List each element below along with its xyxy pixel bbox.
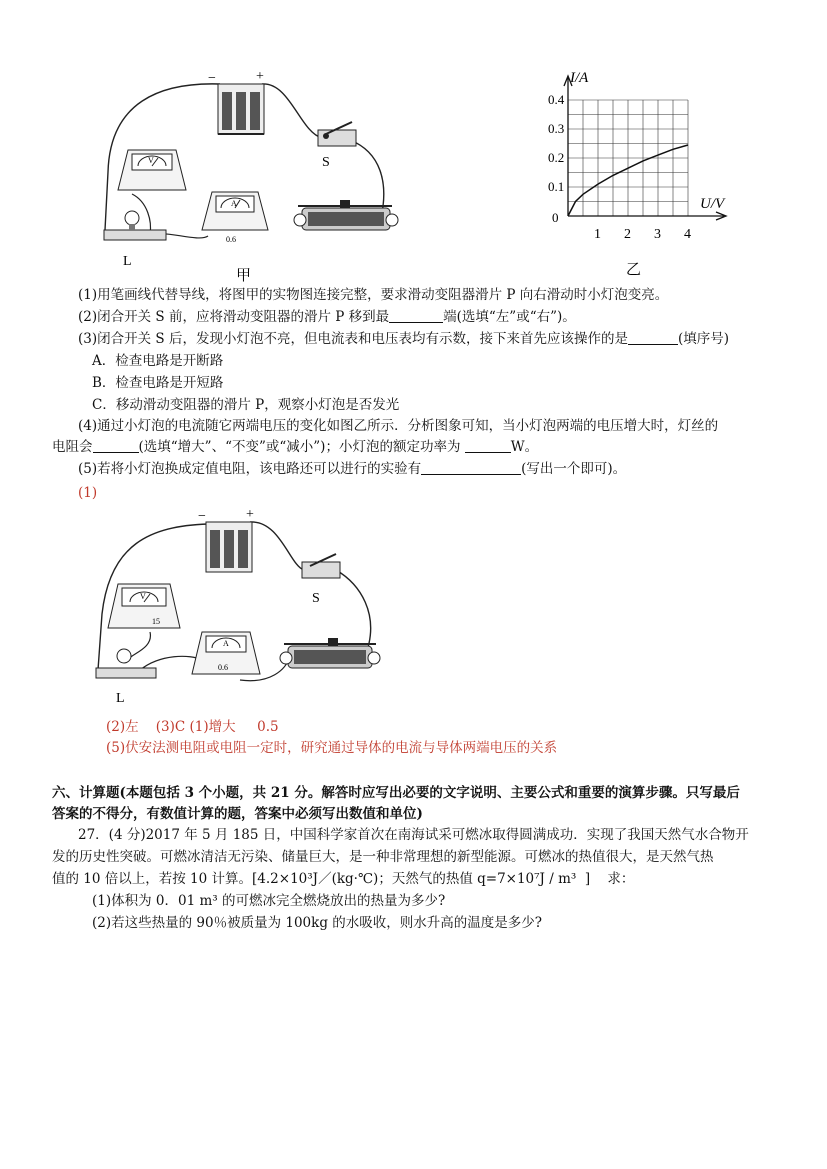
y-axis-label: I/A xyxy=(570,70,589,86)
q4-text-a: 电阻会 xyxy=(52,439,93,455)
y-tick-label: 0.1 xyxy=(548,179,565,194)
figure-caption-jia: 甲 xyxy=(236,268,252,284)
iu-graph xyxy=(540,62,740,282)
wire xyxy=(160,234,208,238)
problem-27-question-1: (1)体积为 0．01 m³ 的可燃冰完全燃烧放出的热量为多少? xyxy=(92,893,446,909)
plus-label: + xyxy=(256,69,264,84)
section-6-heading-line2: 答案的不得分，有数值计算的题，答案中必须写出数值和单位) xyxy=(52,806,423,822)
switch-icon xyxy=(318,122,356,146)
x-tick-label: 2 xyxy=(624,227,631,242)
q3-answer-blank[interactable] xyxy=(628,330,678,345)
question-5 xyxy=(78,460,626,478)
question-4-line1: (4)通过小灯泡的电流随它两端电压的变化如图乙所示．分析图象可知，当小灯泡两端的电压增大时，灯丝的 xyxy=(78,418,719,434)
wire xyxy=(250,522,304,570)
ammeter-icon xyxy=(202,192,268,230)
voltmeter-letter: V xyxy=(140,592,146,601)
q4-text-c: W。 xyxy=(510,439,539,455)
problem-27-question-2: (2)若这些热量的 90％被质量为 100kg 的水吸收，则水升高的温度是多少? xyxy=(92,915,543,931)
minus-label: − xyxy=(208,71,216,86)
problem-27-line1: 27．(4 分)2017 年 5 月 185 日，中国科学家首次在南海试采可燃冰取得圆满成功．实现了我国天然气水合物开 xyxy=(78,827,749,843)
lamp-label: L xyxy=(123,254,132,269)
answer-1: (1) xyxy=(78,485,98,501)
q4-answer-blank-1[interactable] xyxy=(93,438,139,453)
graph-grid xyxy=(568,100,688,216)
battery-icon xyxy=(218,84,264,134)
answer-2-4: (2)左 (3)C (1)增大 0.5 xyxy=(106,719,279,735)
q4-text-b: (选填“增大”、“不变”或“减小”)；小灯泡的额定功率为 xyxy=(138,439,461,455)
q3-text-b: (填序号) xyxy=(677,331,729,347)
x-tick-label: 3 xyxy=(654,227,661,242)
x-tick-label: 1 xyxy=(594,227,601,242)
voltmeter-scale: 15 xyxy=(152,617,160,626)
q5-text-b: (写出一个即可)。 xyxy=(521,461,627,477)
circuit-figure-answer xyxy=(90,504,390,714)
wire xyxy=(336,570,371,654)
figure-caption-yi: 乙 xyxy=(626,262,642,278)
x-axis-label: U/V xyxy=(700,196,725,212)
voltmeter-icon xyxy=(108,584,180,628)
q2-text-a: (2)闭合开关 S 前，应将滑动变阻器的滑片 P 移到最 xyxy=(78,309,390,325)
lamp-icon xyxy=(104,211,166,240)
problem-27-line3: 值的 10 倍以上，若按 10 计算。[4.2×10³J／(kg·℃)；天然气的热值 q=7×10⁷J / m³ ] 求： xyxy=(52,871,635,887)
question-3 xyxy=(78,330,729,348)
rheostat-icon xyxy=(280,638,380,668)
origin-label: 0 xyxy=(552,210,559,225)
switch-label: S xyxy=(322,155,330,170)
question-2 xyxy=(78,308,576,326)
circuit-figure-jia xyxy=(90,62,420,287)
voltmeter-letter: V xyxy=(148,156,154,165)
q3-text-a: (3)闭合开关 S 后，发现小灯泡不亮，但电流表和电压表均有示数，接下来首先应该操作的是 xyxy=(78,331,628,347)
q5-answer-blank[interactable] xyxy=(421,460,521,475)
question-1: (1)用笔画线代替导线，将图甲的实物图连接完整，要求滑动变阻器滑片 P 向右滑动时小灯泡变亮。 xyxy=(78,287,669,303)
problem-27-line2: 发的历史性突破。可燃冰清洁无污染、储量巨大，是一种非常理想的新型能源。可燃冰的热值很大，是天然气热 xyxy=(52,849,714,865)
switch-icon xyxy=(302,554,340,578)
lamp-label: L xyxy=(116,691,125,706)
option-c: C．移动滑动变阻器的滑片 P，观察小灯泡是否发光 xyxy=(92,397,400,413)
y-tick-label: 0.4 xyxy=(548,92,565,107)
x-tick-label: 4 xyxy=(684,227,691,242)
wire xyxy=(262,84,322,138)
q2-answer-blank[interactable] xyxy=(389,308,443,323)
plus-label: + xyxy=(246,507,254,522)
question-4-line2 xyxy=(52,438,538,456)
ammeter-letter: A xyxy=(223,639,229,648)
switch-label: S xyxy=(312,591,320,606)
q4-answer-blank-2[interactable] xyxy=(465,438,511,453)
y-tick-label: 0.2 xyxy=(548,150,565,165)
option-b: B．检查电路是开短路 xyxy=(92,375,224,391)
battery-icon xyxy=(206,522,252,572)
ammeter-letter: A xyxy=(231,199,237,208)
y-tick-label: 0.3 xyxy=(548,121,565,136)
ammeter-scale: 0.6 xyxy=(218,663,228,672)
answer-5: (5)伏安法测电阻或电阻一定时，研究通过导体的电流与导体两端电压的关系 xyxy=(106,740,558,756)
minus-label: − xyxy=(198,509,206,524)
q2-text-b: 端(选填“左”或“右”)。 xyxy=(443,309,576,325)
lamp-icon xyxy=(96,649,156,678)
ammeter-scale: 0.6 xyxy=(226,235,236,244)
rheostat-icon xyxy=(294,200,398,230)
section-6-heading-line1: 六、计算题(本题包括 3 个小题，共 21 分。解答时应写出必要的文字说明、主要公式和重要的演算步骤。只写最后 xyxy=(52,785,740,801)
q5-text-a: (5)若将小灯泡换成定值电阻，该电路还可以进行的实验有 xyxy=(78,461,422,477)
option-a: A．检查电路是开断路 xyxy=(92,353,224,369)
